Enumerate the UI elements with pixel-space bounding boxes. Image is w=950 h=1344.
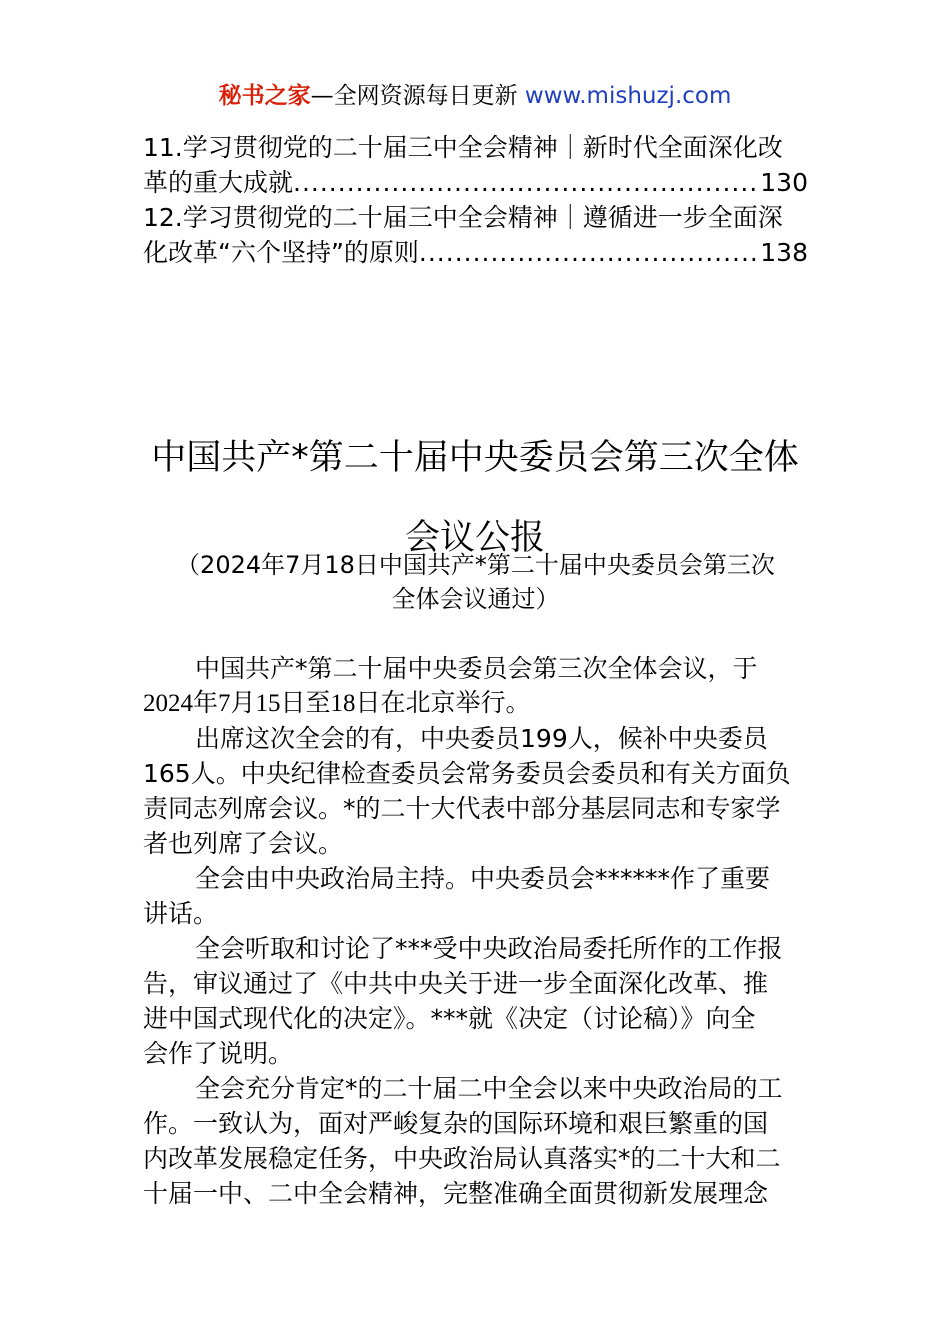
toc-entry[interactable]: [143, 200, 808, 270]
body-paragraph: [143, 721, 808, 861]
document-title-line1: 中国共产*第二十届中央委员会第三次全体: [151, 438, 799, 478]
paragraph-line: 者也列席了会议。: [143, 829, 344, 858]
toc-entry-title-line2: 化改革“六个坚持”的原则: [143, 238, 419, 267]
toc-entry-title-line2: 革的重大成就: [143, 168, 294, 197]
document-subtitle: [143, 548, 808, 616]
paragraph-line: 进中国式现代化的决定》。***就《决定（讨论稿）》向全: [143, 1004, 756, 1033]
paragraph-line: 会作了说明。: [143, 1039, 294, 1068]
paragraph-line: 作。一致认为，面对严峻复杂的国际环境和艰巨繁重的国: [143, 1109, 769, 1138]
document-subtitle-line2: 全体会议通过）: [391, 585, 560, 613]
document-title-line2: 会议公报: [404, 518, 545, 558]
table-of-contents: [143, 130, 808, 270]
document-body: [143, 651, 808, 1211]
site-url-link[interactable]: www.mishuzj.com: [524, 83, 732, 109]
toc-page-number: 138: [760, 238, 808, 267]
toc-page-number: 130: [760, 168, 808, 197]
body-paragraph: [143, 861, 808, 931]
paragraph-line: 责同志列席会议。*的二十大代表中部分基层同志和专家学: [143, 794, 781, 823]
toc-entry-title-line1: 12.学习贯彻党的二十届三中全会精神｜遵循进一步全面深: [143, 203, 783, 232]
toc-dot-leader: [419, 235, 760, 270]
paragraph-line: 中国共产*第二十届中央委员会第三次全体会议，于: [195, 654, 758, 683]
toc-entry-last-line: [143, 165, 808, 200]
site-header: [0, 80, 950, 112]
site-tagline: —全网资源每日更新: [310, 83, 525, 109]
paragraph-line: 2024年7月15日至18日在北京举行。: [143, 690, 531, 717]
toc-entry[interactable]: [143, 130, 808, 200]
paragraph-line: 全会听取和讨论了***受中央政治局委托所作的工作报: [195, 934, 783, 963]
paragraph-line: 出席这次全会的有，中央委员199人，候补中央委员: [195, 724, 768, 753]
paragraph-line: 全会充分肯定*的二十届二中全会以来中央政治局的工: [195, 1074, 783, 1103]
toc-dot-leader: [293, 165, 760, 200]
document-subtitle-line1: （2024年7月18日中国共产*第二十届中央委员会第三次: [176, 551, 775, 579]
paragraph-line: 十届一中、二中全会精神，完整准确全面贯彻新发展理念: [143, 1179, 769, 1208]
toc-entry-title-line1: 11.学习贯彻党的二十届三中全会精神｜新时代全面深化改: [143, 133, 783, 162]
site-brand: 秘书之家: [218, 83, 311, 109]
toc-entry-last-line: [143, 235, 808, 270]
paragraph-line: 告，审议通过了《中共中央关于进一步全面深化改革、推: [143, 969, 769, 998]
body-paragraph: [143, 651, 808, 721]
paragraph-line: 165人。中央纪律检查委员会常务委员会委员和有关方面负: [143, 759, 791, 788]
paragraph-line: 内改革发展稳定任务，中央政治局认真落实*的二十大和二: [143, 1144, 781, 1173]
paragraph-line: 全会由中央政治局主持。中央委员会******作了重要: [195, 864, 771, 893]
paragraph-line: 讲话。: [143, 899, 219, 928]
body-paragraph: [143, 1071, 808, 1211]
body-paragraph: [143, 931, 808, 1071]
